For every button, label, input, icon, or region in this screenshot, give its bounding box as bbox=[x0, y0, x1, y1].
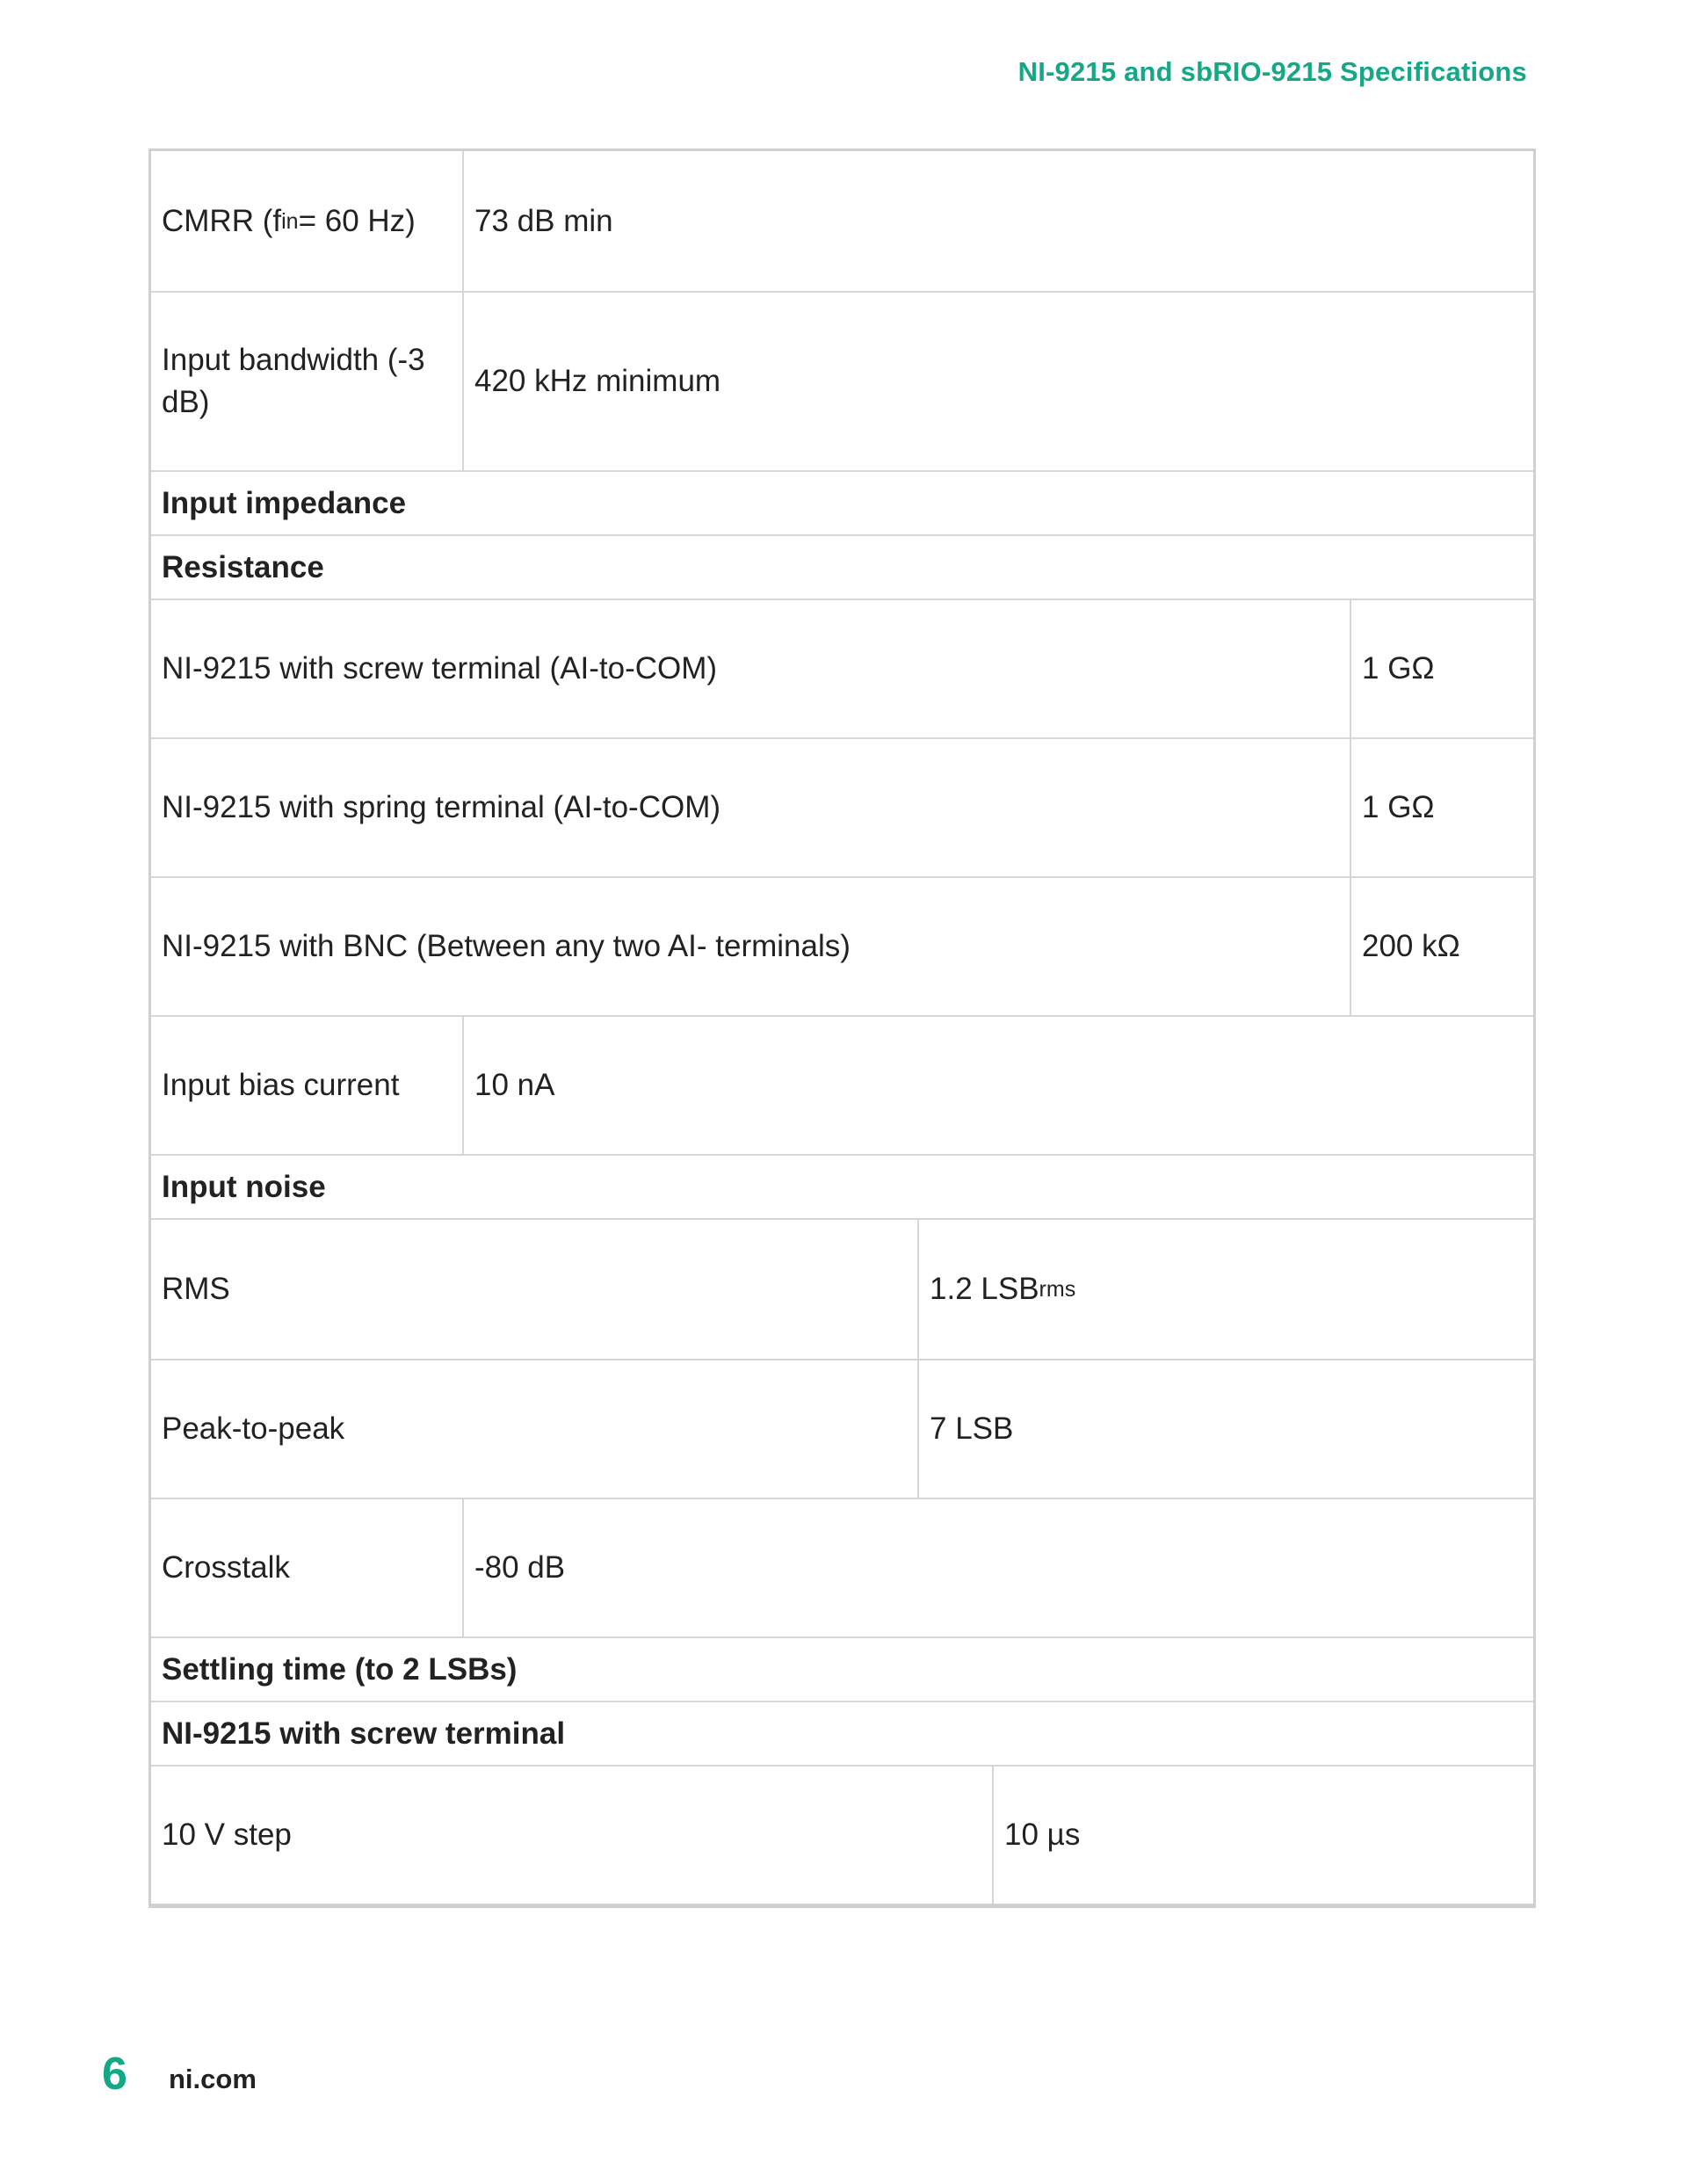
input-noise-heading: Input noise bbox=[162, 1169, 326, 1204]
footer-site-link: ni.com bbox=[169, 2064, 257, 2094]
input-bias-current-label: Input bias current bbox=[162, 1068, 400, 1102]
rms-value: 1.2 LSB rms bbox=[917, 1220, 1533, 1359]
cmrr-value: 73 dB min bbox=[462, 151, 1533, 291]
resistance-heading: Resistance bbox=[162, 549, 324, 584]
table-row-resistance-heading bbox=[151, 536, 1533, 600]
screw-resistance-value: 1 GΩ bbox=[1350, 600, 1533, 737]
input-bias-current-value: 10 nA bbox=[462, 1017, 1533, 1154]
bnc-resistance-label: NI-9215 with BNC (Between any two AI- terminals) bbox=[162, 929, 851, 963]
page-header-title: NI-9215 and sbRIO-9215 Specifications bbox=[1017, 56, 1527, 87]
table-row-bnc-resistance bbox=[151, 878, 1533, 1017]
table-row-input-bias-current bbox=[151, 1017, 1533, 1156]
table-row-input-bandwidth bbox=[151, 293, 1533, 472]
page-number: 6 bbox=[102, 2049, 127, 2100]
table-row-rms bbox=[151, 1220, 1533, 1360]
table-row-screw-resistance bbox=[151, 600, 1533, 739]
10v-step-label: 10 V step bbox=[162, 1818, 292, 1852]
table-row-crosstalk bbox=[151, 1499, 1533, 1638]
table-row-screw-terminal-heading bbox=[151, 1702, 1533, 1767]
bnc-resistance-value: 200 kΩ bbox=[1350, 878, 1533, 1015]
input-bandwidth-label: Input bandwidth (-3 dB) bbox=[162, 343, 425, 419]
table-row-settling-time-heading bbox=[151, 1638, 1533, 1702]
input-impedance-heading: Input impedance bbox=[162, 485, 407, 520]
input-bandwidth-value: 420 kHz minimum bbox=[462, 293, 1533, 470]
table-row-peak-to-peak bbox=[151, 1360, 1533, 1499]
table-row-spring-resistance bbox=[151, 739, 1533, 878]
peak-to-peak-label: Peak-to-peak bbox=[162, 1411, 345, 1446]
rms-label: RMS bbox=[162, 1272, 230, 1306]
crosstalk-value: -80 dB bbox=[462, 1499, 1533, 1636]
table-row-cmrr bbox=[151, 151, 1533, 293]
specifications-table bbox=[148, 149, 1536, 1908]
settling-time-heading: Settling time (to 2 LSBs) bbox=[162, 1651, 518, 1687]
spring-resistance-value: 1 GΩ bbox=[1350, 739, 1533, 876]
crosstalk-label: Crosstalk bbox=[162, 1550, 290, 1585]
table-row-input-impedance-heading bbox=[151, 472, 1533, 536]
table-row-input-noise-heading bbox=[151, 1156, 1533, 1220]
cmrr-label: CMRR (f in = 60 Hz) bbox=[162, 203, 416, 238]
screw-resistance-label: NI-9215 with screw terminal (AI-to-COM) bbox=[162, 651, 718, 686]
spring-resistance-label: NI-9215 with spring terminal (AI-to-COM) bbox=[162, 790, 720, 824]
10v-step-value: 10 µs bbox=[992, 1767, 1533, 1904]
peak-to-peak-value: 7 LSB bbox=[917, 1360, 1533, 1498]
screw-terminal-heading: NI-9215 with screw terminal bbox=[162, 1716, 566, 1751]
table-row-10v-step bbox=[151, 1767, 1533, 1904]
